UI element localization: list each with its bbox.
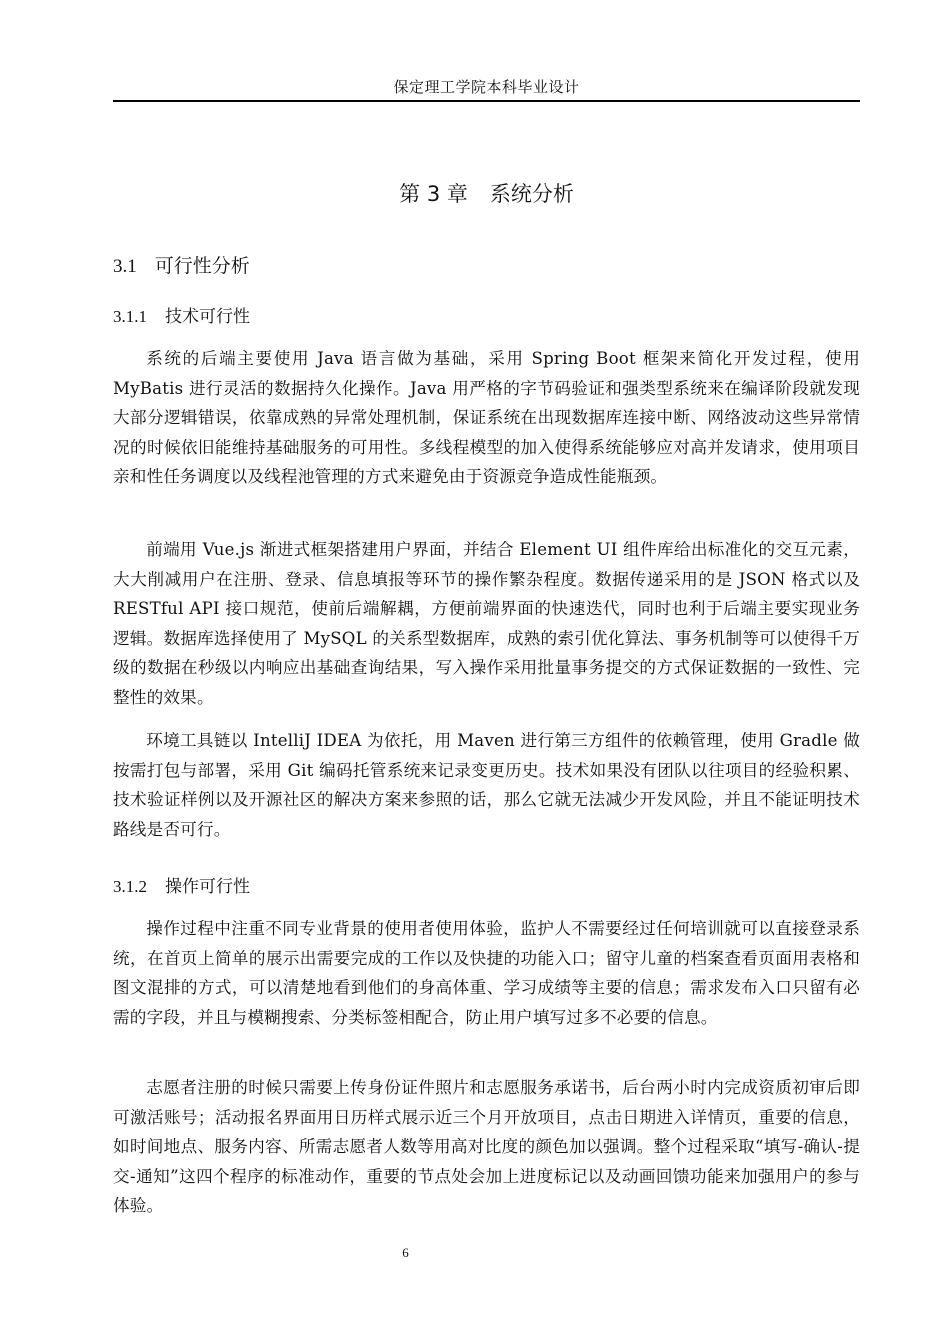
subsection-title: 技术可行性 (165, 307, 250, 327)
subsection-number: 3.1.1 (113, 307, 147, 326)
subsection-title: 操作可行性 (165, 877, 250, 897)
page-header: 保定理工学院本科毕业设计 (393, 78, 580, 96)
header-rule (113, 100, 860, 102)
paragraph-guardian: 操作过程中注重不同专业背景的使用者使用体验，监护人不需要经过任何培训就可以直接登录系统，在首页上简单的展示出需要完成的工作以及快捷的功能入口；留守儿童的档案查看页面用表格和图文混排的方式，可以清楚地看到他们的身高体重、学习成绩等主要的信息；需求发布入口只留有必需的字段，并且与模糊搜索、分类标签相配合，防止用户填写过多不必要的信息。 (113, 919, 860, 1027)
chapter-number: 第 3 章 (399, 182, 468, 206)
section-heading (113, 252, 250, 281)
paragraph-frontend: 前端用 Vue.js 渐进式框架搭建用户界面，并结合 Element UI 组件库给出标准化的交互元素，大大削减用户在注册、登录、信息填报等环节的操作繁杂程度。数据传递采用的是 JSON 格式以及 RESTful API 接口规范，使前后端解耦，方便前端界面的快速迭代，同时也利于后端主要实现业务逻辑。数据库选择使用了 MySQL 的关系型数据库，成熟的索引优化算法、事务机制等可以使得千万级的数据在秒级以内响应出基础查询结果，写入操作采用批量事务提交的方式保证数据的一致性、完整性的效果。 (113, 540, 860, 707)
section-number: 3.1 (113, 256, 137, 277)
paragraph-volunteer: 志愿者注册的时候只需要上传身份证件照片和志愿服务承诺书，后台两小时内完成资质初审后即可激活账号；活动报名界面用日历样式展示近三个月开放项目，点击日期进入详情页，重要的信息，如时间地点、服务内容、所需志愿者人数等用高对比度的颜色加以强调。整个过程采取“填写-确认-提交-通知”这四个程序的标准动作，重要的节点处会加上进度标记以及动画回馈功能来加强用户的参与体验。 (113, 1078, 860, 1216)
chapter-title (113, 177, 860, 211)
section-title: 可行性分析 (154, 255, 250, 277)
page-number: 6 (402, 1245, 409, 1260)
chapter-name: 系统分析 (489, 182, 574, 206)
subsection-heading-technical (113, 304, 250, 330)
paragraph-toolchain: 环境工具链以 IntelliJ IDEA 为依托，用 Maven 进行第三方组件的依赖管理，使用 Gradle 做按需打包与部署，采用 Git 编码托管系统来记录变更历史。技术如果没有团队以往项目的经验积累、技术验证样例以及开源社区的解决方案来参照的话，那么它就无法减少开发风险，并且不能证明技术路线是否可行。 (113, 731, 860, 839)
paragraph-backend: 系统的后端主要使用 Java 语言做为基础，采用 Spring Boot 框架来简化开发过程，使用 MyBatis 进行灵活的数据持久化操作。Java 用严格的字节码验证和强类型系统来在编译阶段就发现大部分逻辑错误，依靠成熟的异常处理机制，保证系统在出现数据库连接中断、网络波动这些异常情况的时候依旧能维持基础服务的可用性。多线程模型的加入使得系统能够应对高并发请求，使用项目亲和性任务调度以及线程池管理的方式来避免由于资源竞争造成性能瓶颈。 (113, 349, 860, 487)
subsection-heading-operational (113, 874, 250, 900)
subsection-number: 3.1.2 (113, 877, 147, 896)
